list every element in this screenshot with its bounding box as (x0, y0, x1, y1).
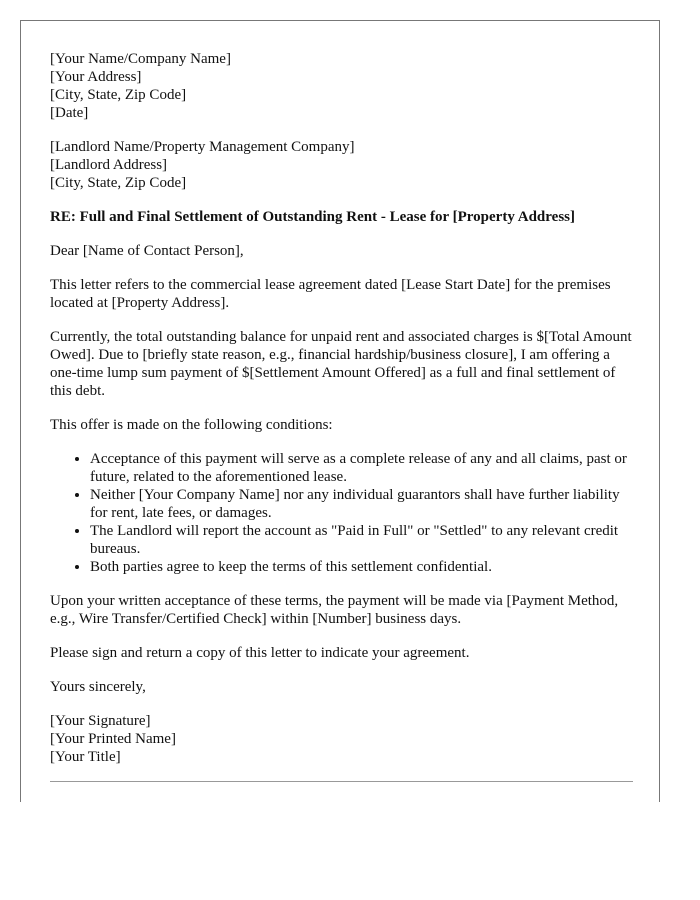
sender-city: [City, State, Zip Code] (50, 87, 187, 103)
footer-divider (50, 781, 633, 782)
conditions-list (50, 450, 634, 576)
printed-name: [Your Printed Name] (50, 731, 176, 747)
recipient-address: [Landlord Address] (50, 157, 168, 173)
signature-line: [Your Signature] (50, 713, 151, 729)
letter-date: [Date] (50, 105, 89, 121)
closing: Yours sincerely, (50, 679, 146, 695)
condition-item: • Neither [Your Company Name] nor any individual guarantors shall have further liability for rent, late fees, or damages. (90, 486, 634, 522)
condition-item: • The Landlord will report the account as "Paid in Full" or "Settled" to any relevant credit bureaus. (90, 522, 634, 558)
sender-name: [Your Name/Company Name] (50, 51, 231, 67)
condition-item: • Both parties agree to keep the terms of this settlement confidential. (90, 558, 634, 576)
signature-block (50, 712, 634, 766)
sender-address: [Your Address] (50, 69, 142, 85)
salutation: Dear [Name of Contact Person], (50, 243, 244, 259)
letter-content (50, 50, 634, 766)
payment-paragraph: Upon your written acceptance of these terms, the payment will be made via [Payment Method, e.g., Wire Transfer/Certified Check] within [Number] business days. (50, 593, 619, 627)
intro-paragraph: This letter refers to the commercial lease agreement dated [Lease Start Date] for the premises located at [Property Address]. (50, 277, 611, 311)
balance-paragraph: Currently, the total outstanding balance for unpaid rent and associated charges is $[Total Amount Owed]. Due to [briefly state reason, e.g., financial hardship/business closure], I am offering a one-time lump sum payment of $[Settlement Amount Offered] as a full and final settlement of this debt. (50, 329, 632, 399)
conditions-intro: This offer is made on the following conditions: (50, 417, 333, 433)
signer-title: [Your Title] (50, 749, 121, 765)
recipient-name: [Landlord Name/Property Management Company] (50, 139, 355, 155)
subject-line: RE: Full and Final Settlement of Outstanding Rent - Lease for [Property Address] (50, 209, 575, 225)
recipient-city: [City, State, Zip Code] (50, 175, 187, 191)
letter-page (20, 20, 660, 802)
recipient-block (50, 138, 634, 192)
sign-return-paragraph: Please sign and return a copy of this letter to indicate your agreement. (50, 645, 470, 661)
sender-block (50, 50, 634, 122)
condition-item: • Acceptance of this payment will serve as a complete release of any and all claims, past or future, related to the aforementioned lease. (90, 450, 634, 486)
